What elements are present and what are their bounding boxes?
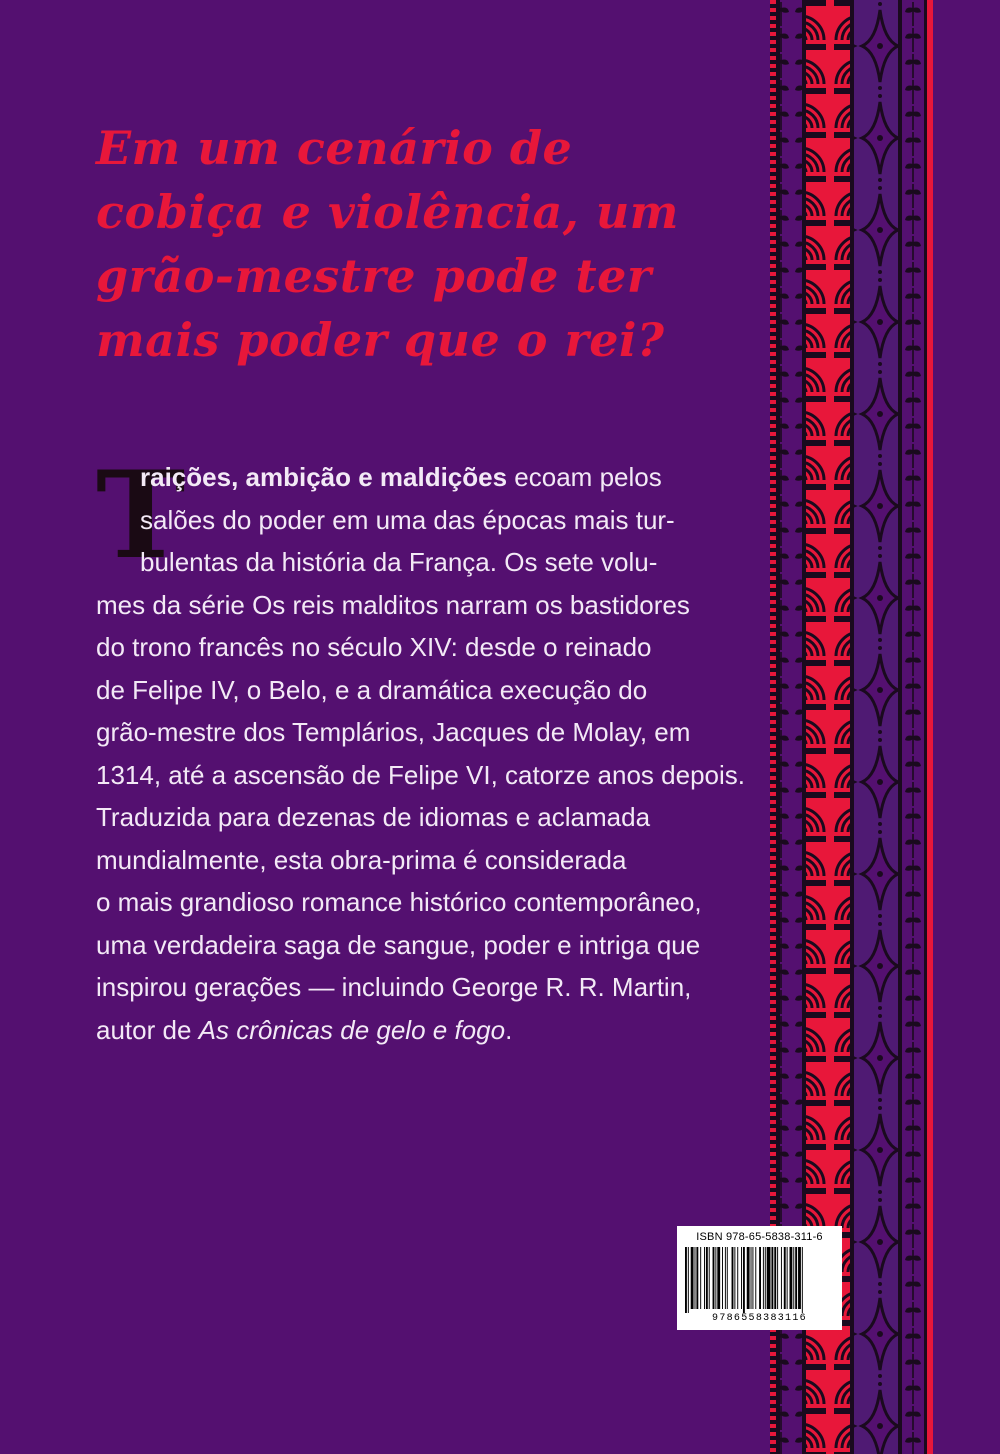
synopsis-line: mes da série Os reis malditos narram os bastidores [96,589,690,620]
barcode-bar [747,1247,750,1309]
barcode-bar [781,1247,782,1309]
barcode-bar [759,1247,761,1309]
synopsis-line: Traduzida para dezenas de idiomas e aclamada [96,802,651,832]
barcode-bar [743,1247,745,1313]
barcode-bar [741,1247,742,1309]
synopsis-lead: raições, ambição e maldições [140,462,508,492]
synopsis-line: 1314, até a ascensão de Felipe VI, catorze anos depois. [96,759,745,790]
barcode-bar [695,1247,696,1309]
headline-line-3: grão-mestre pode ter [96,249,652,303]
barcode-bar [784,1247,786,1309]
synopsis-line: salões do poder em uma das épocas mais tur- [140,504,675,535]
synopsis-last-suffix: . [505,1014,513,1045]
synopsis-last-prefix: autor de [96,1014,199,1045]
synopsis-last-line [96,1009,696,1052]
barcode-label [677,1226,842,1330]
synopsis [96,445,745,1051]
headline [96,116,776,372]
barcode-bar [790,1247,793,1309]
isbn-number: ISBN 978-65-5838-311-6 [696,1231,823,1243]
synopsis-line-1-rest: ecoam pelos [507,462,662,492]
barcode-bar [722,1247,723,1309]
drop-cap: T [96,445,186,586]
barcode-bar [727,1247,728,1309]
barcode-bar [709,1247,710,1309]
barcode-bar [688,1247,689,1313]
barcode-bar [700,1247,701,1309]
barcode-bar [732,1247,734,1309]
barcode-bar [771,1247,773,1309]
barcode-bar [704,1247,705,1309]
barcode-bar [798,1247,801,1309]
synopsis-line: de Felipe IV, o Belo, e a dramática execução do [96,674,648,705]
barcode-bar [795,1247,797,1309]
barcode-bar [734,1247,735,1309]
barcode-bar [752,1247,753,1309]
headline-line-2: cobiça e violência, um [96,185,679,239]
barcode-bar [755,1247,756,1309]
barcode-bar [691,1247,694,1309]
barcode-bar [706,1247,708,1309]
barcode-bar [787,1247,788,1309]
synopsis-line: inspirou gerações — incluindo George R. R. Martin, [96,972,692,1002]
synopsis-line: mundialmente, esta obra-prima é considerada [96,844,627,875]
barcode-bar [717,1247,720,1309]
series-title-reference: As crônicas de gelo e fogo [198,1014,506,1045]
synopsis-line: o mais grandioso romance histórico contemporâneo, [96,887,702,917]
headline-line-1: Em um cenário de [96,121,573,175]
barcode-bar [802,1247,803,1313]
barcode-bar [751,1247,752,1309]
synopsis-line: uma verdadeira saga de sangue, poder e intriga que [96,929,701,960]
barcode-bar [763,1247,764,1309]
synopsis-line: grão-mestre dos Templários, Jacques de Molay, em [96,717,691,747]
synopsis-line: do trono francês no século XIV: desde o reinado [96,632,652,662]
barcode-bar [777,1247,778,1309]
barcode-bar [793,1247,794,1309]
barcode-bar [685,1247,687,1313]
barcode-bar [725,1247,726,1309]
barcode-bar [737,1247,738,1309]
barcode-bar [765,1247,766,1309]
barcode-bars [685,1247,834,1313]
barcode-bar [715,1247,716,1309]
barcode-digits: 9786558383116 [712,1313,807,1324]
barcode-bar [696,1247,698,1309]
barcode-bar [774,1247,776,1309]
synopsis-line-1 [96,456,696,499]
barcode-bar [767,1247,771,1309]
synopsis-line: bulentas da história da França. Os sete volu- [140,547,658,577]
barcode-bar [713,1247,715,1309]
headline-line-4: mais poder que o rei? [96,313,665,367]
